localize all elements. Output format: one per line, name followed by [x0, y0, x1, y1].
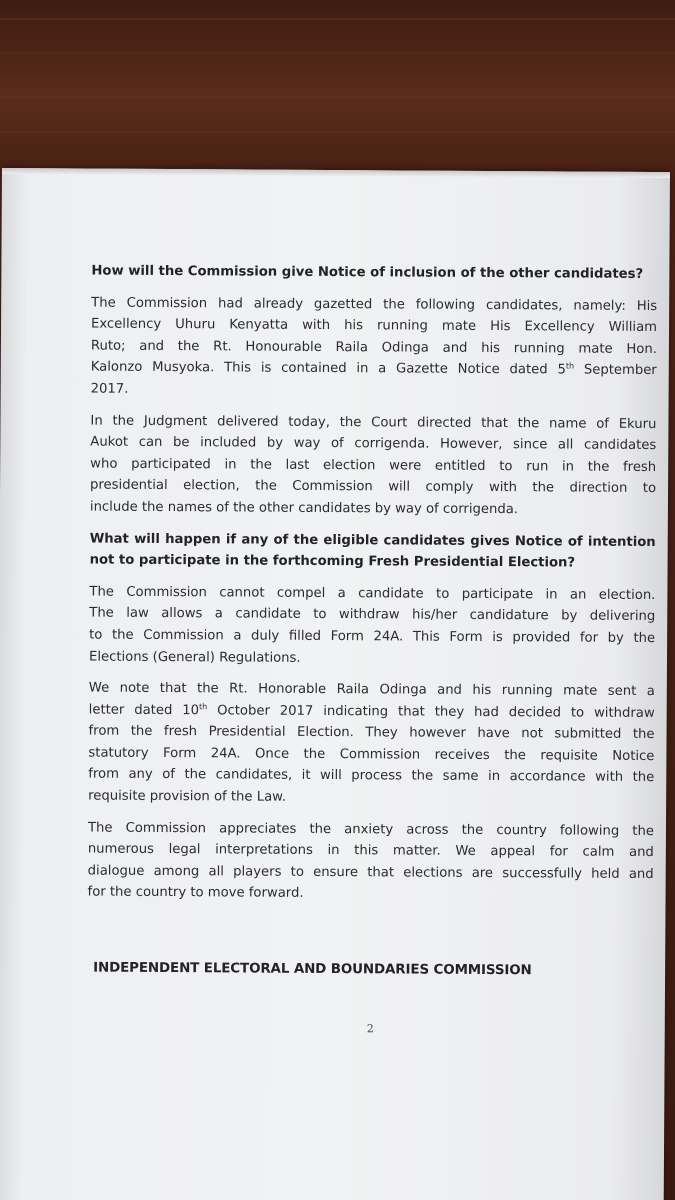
text-line: requisite provision of the Law.: [88, 788, 286, 805]
signature-commission-name: INDEPENDENT ELECTORAL AND BOUNDARIES COMMISSION: [93, 960, 532, 979]
text-line: 2017.: [90, 381, 129, 397]
document-page: [0, 168, 670, 1200]
text-line: presidential election, the Commission will comply with the direction to: [90, 477, 657, 497]
text-line: include the names of the other candidates by way of corrigenda.: [89, 499, 519, 518]
ordinal-suffix: th: [565, 361, 575, 371]
text-segment: Kalonzo Musyoka. This is contained in a Gazette Notice dated 5: [90, 359, 566, 378]
heading-line: What will happen if any of the eligible candidates gives Notice of intention: [89, 531, 656, 550]
wood-grain: [0, 18, 675, 20]
paragraph-judgment: [90, 410, 657, 521]
text-line: The Commission cannot compel a candidate to participate in an election.: [89, 584, 656, 603]
text-line: to the Commission a duly filled Form 24A. This Form is provided for by the: [89, 627, 656, 646]
wood-grain: [0, 52, 675, 54]
text-line: The Commission appreciates the anxiety across the country following the: [87, 820, 655, 839]
ordinal-suffix: th: [199, 701, 208, 711]
document-body: [87, 261, 657, 917]
heading-text: How will the Commission give Notice of inclusion of the other candidates?: [91, 263, 644, 282]
text-line: numerous legal interpretations in this matter. We appeal for calm and: [87, 841, 654, 861]
text-line: We note that the Rt. Honorable Raila Odinga and his running mate sent a: [88, 680, 655, 700]
text-line: The Commission had already gazetted the following candidates, namely: His: [91, 295, 658, 314]
text-line: The law allows a candidate to withdraw his/her candidature by delivering: [89, 605, 656, 625]
text-line: from the fresh Presidential Election. They however have not submitted the: [88, 723, 655, 743]
text-line-with-date: [91, 357, 657, 382]
section-heading-withdrawal: [90, 528, 656, 575]
wood-grain: [0, 96, 675, 98]
text-line: In the Judgment delivered today, the Court directed that the name of Ekuru: [90, 413, 657, 432]
text-line: statutory Form 24A. Once the Commission receives the requisite Notice: [88, 745, 655, 764]
text-segment: letter dated 10: [88, 702, 200, 718]
paragraph-appeal-calm: [88, 817, 655, 907]
text-segment: October 2017 indicating that they had decided to withdraw: [207, 702, 655, 721]
paragraph-cannot-compel: [89, 581, 656, 671]
text-line: Aukot can be included by way of corrigenda. However, since all candidates: [90, 434, 657, 454]
wood-grain: [0, 131, 675, 133]
text-segment: September: [574, 362, 657, 379]
text-line: Ruto; and the Rt. Honourable Raila Odinga and his running mate Hon.: [90, 338, 657, 357]
text-line: for the country to move forward.: [87, 884, 304, 902]
paragraph-gazetted-candidates: [91, 292, 658, 403]
heading-line: not to participate in the forthcoming Fresh Presidential Election?: [89, 552, 576, 571]
text-line: Excellency Uhuru Kenyatta with his running mate His Excellency William: [91, 316, 658, 336]
page-number: 2: [366, 1022, 374, 1036]
text-line: who participated in the last election were entitled to run in the fresh: [90, 456, 657, 475]
paragraph-withdrawal-letter: [88, 678, 655, 811]
section-heading-notice-inclusion: [91, 261, 657, 286]
text-line: Elections (General) Regulations.: [88, 649, 301, 666]
text-line: dialogue among all players to ensure that elections are successfully held and: [87, 863, 654, 882]
text-line: from any of the candidates, it will process the same in accordance with the: [88, 767, 655, 786]
